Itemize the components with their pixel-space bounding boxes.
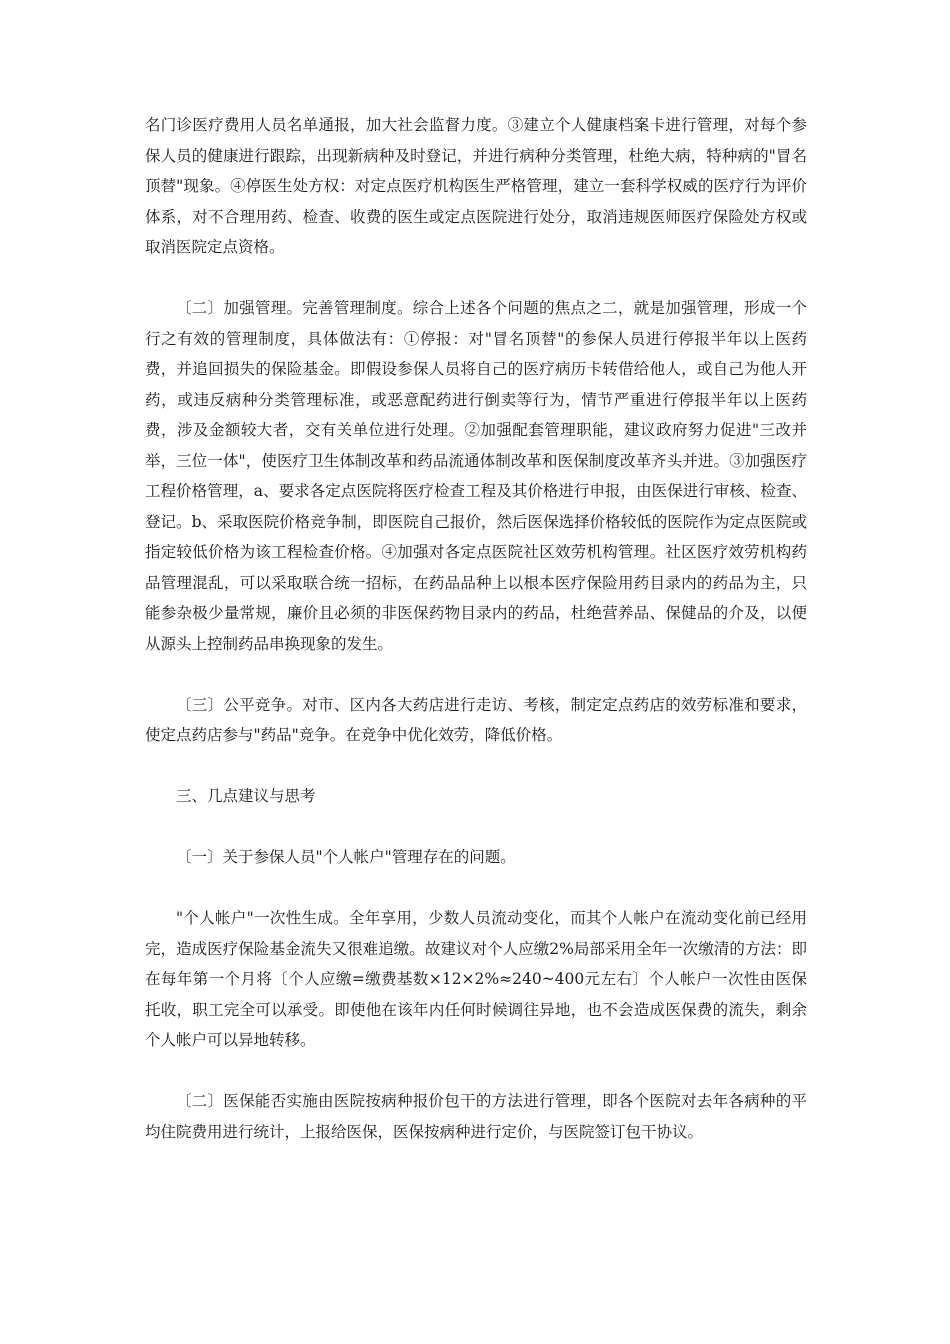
paragraph-gap	[145, 263, 807, 294]
section-heading-suggestions: 三、几点建议与思考	[176, 787, 316, 805]
paragraph-personal-account: "个人帐户"一次性生成。全年享用，少数人员流动变化，而其个人帐户在流动变化前已经用完，造成医疗保险基金流失又很难追缴。故建议对个人应缴2%局部采用全年一次缴清的方法：即在每年第一个月将〔个人应缴=缴费基数×12×2%≈240~400元左右〕个人帐户一次性由医保托收，职工完全可以承受。即使他在该年内任何时候调往异地，也不会造成医保费的流失，剩余个人帐户可以异地转移。	[145, 909, 807, 1049]
paragraph-fair-competition: 〔三〕公平竞争。对市、区内各大药店进行走访、考核，制定定点药店的效劳标准和要求，使定点药店参与"药品"竞争。在竞争中优化效劳，降低价格。	[145, 695, 807, 744]
paragraph-continuation: 名门诊医疗费用人员名单通报，加大社会监督力度。③建立个人健康档案卡进行管理，对每个参保人员的健康进行跟踪，出现新病种及时登记，并进行病种分类管理，杜绝大病，特种病的"冒名顶替"现象。④停医生处方权：对定点医疗机构医生严格管理，建立一套科学权威的医疗行为评价体系，对不合理用药、检查、收费的医生或定点医院进行处分，取消违规医师医疗保险处方权或取消医院定点资格。	[145, 116, 807, 256]
document-page	[145, 110, 807, 1147]
paragraph-gap	[145, 659, 807, 690]
paragraph-disease-pricing: 〔二〕医保能否实施由医院按病种报价包干的方法进行管理，即各个医院对去年各病种的平均住院费用进行统计，上报给医保，医保按病种进行定价，与医院签订包干协议。	[145, 1092, 807, 1141]
paragraph-gap	[145, 751, 807, 782]
paragraph-gap	[145, 812, 807, 843]
subheading-personal-account: 〔一〕关于参保人员"个人帐户"管理存在的问题。	[176, 848, 516, 866]
paragraph-gap	[145, 873, 807, 904]
paragraph-gap	[145, 1056, 807, 1087]
paragraph-strengthen-management: 〔二〕加强管理。完善管理制度。综合上述各个问题的焦点之二，就是加强管理，形成一个行之有效的管理制度，具体做法有：①停报：对"冒名顶替"的参保人员进行停报半年以上医药费，并追回损失的保险基金。即假设参保人员将自己的医疗病历卡转借给他人，或自己为他人开药，或违反病种分类管理标准，或恶意配药进行倒卖等行为，情节严重进行停报半年以上医药费，涉及金额较大者，交有关单位进行处理。②加强配套管理职能，建议政府努力促进"三改并举，三位一体"，使医疗卫生体制改革和药品流通体制改革和医保制度改革齐头并进。③加强医疗工程价格管理，a、要求各定点医院将医疗检查工程及其价格进行申报，由医保进行审核、检查、登记。b、采取医院价格竞争制，即医院自己报价，然后医保选择价格较低的医院作为定点医院或指定较低价格为该工程检查价格。④加强对各定点医院社区效劳机构管理。社区医疗效劳机构药品管理混乱，可以采取联合统一招标，在药品品种上以根本医疗保险用药目录内的药品为主，只能参杂极少量常规，廉价且必须的非医保药物目录内的药品，杜绝营养品、保健品的介及，以便从源头上控制药品串换现象的发生。	[145, 299, 807, 653]
